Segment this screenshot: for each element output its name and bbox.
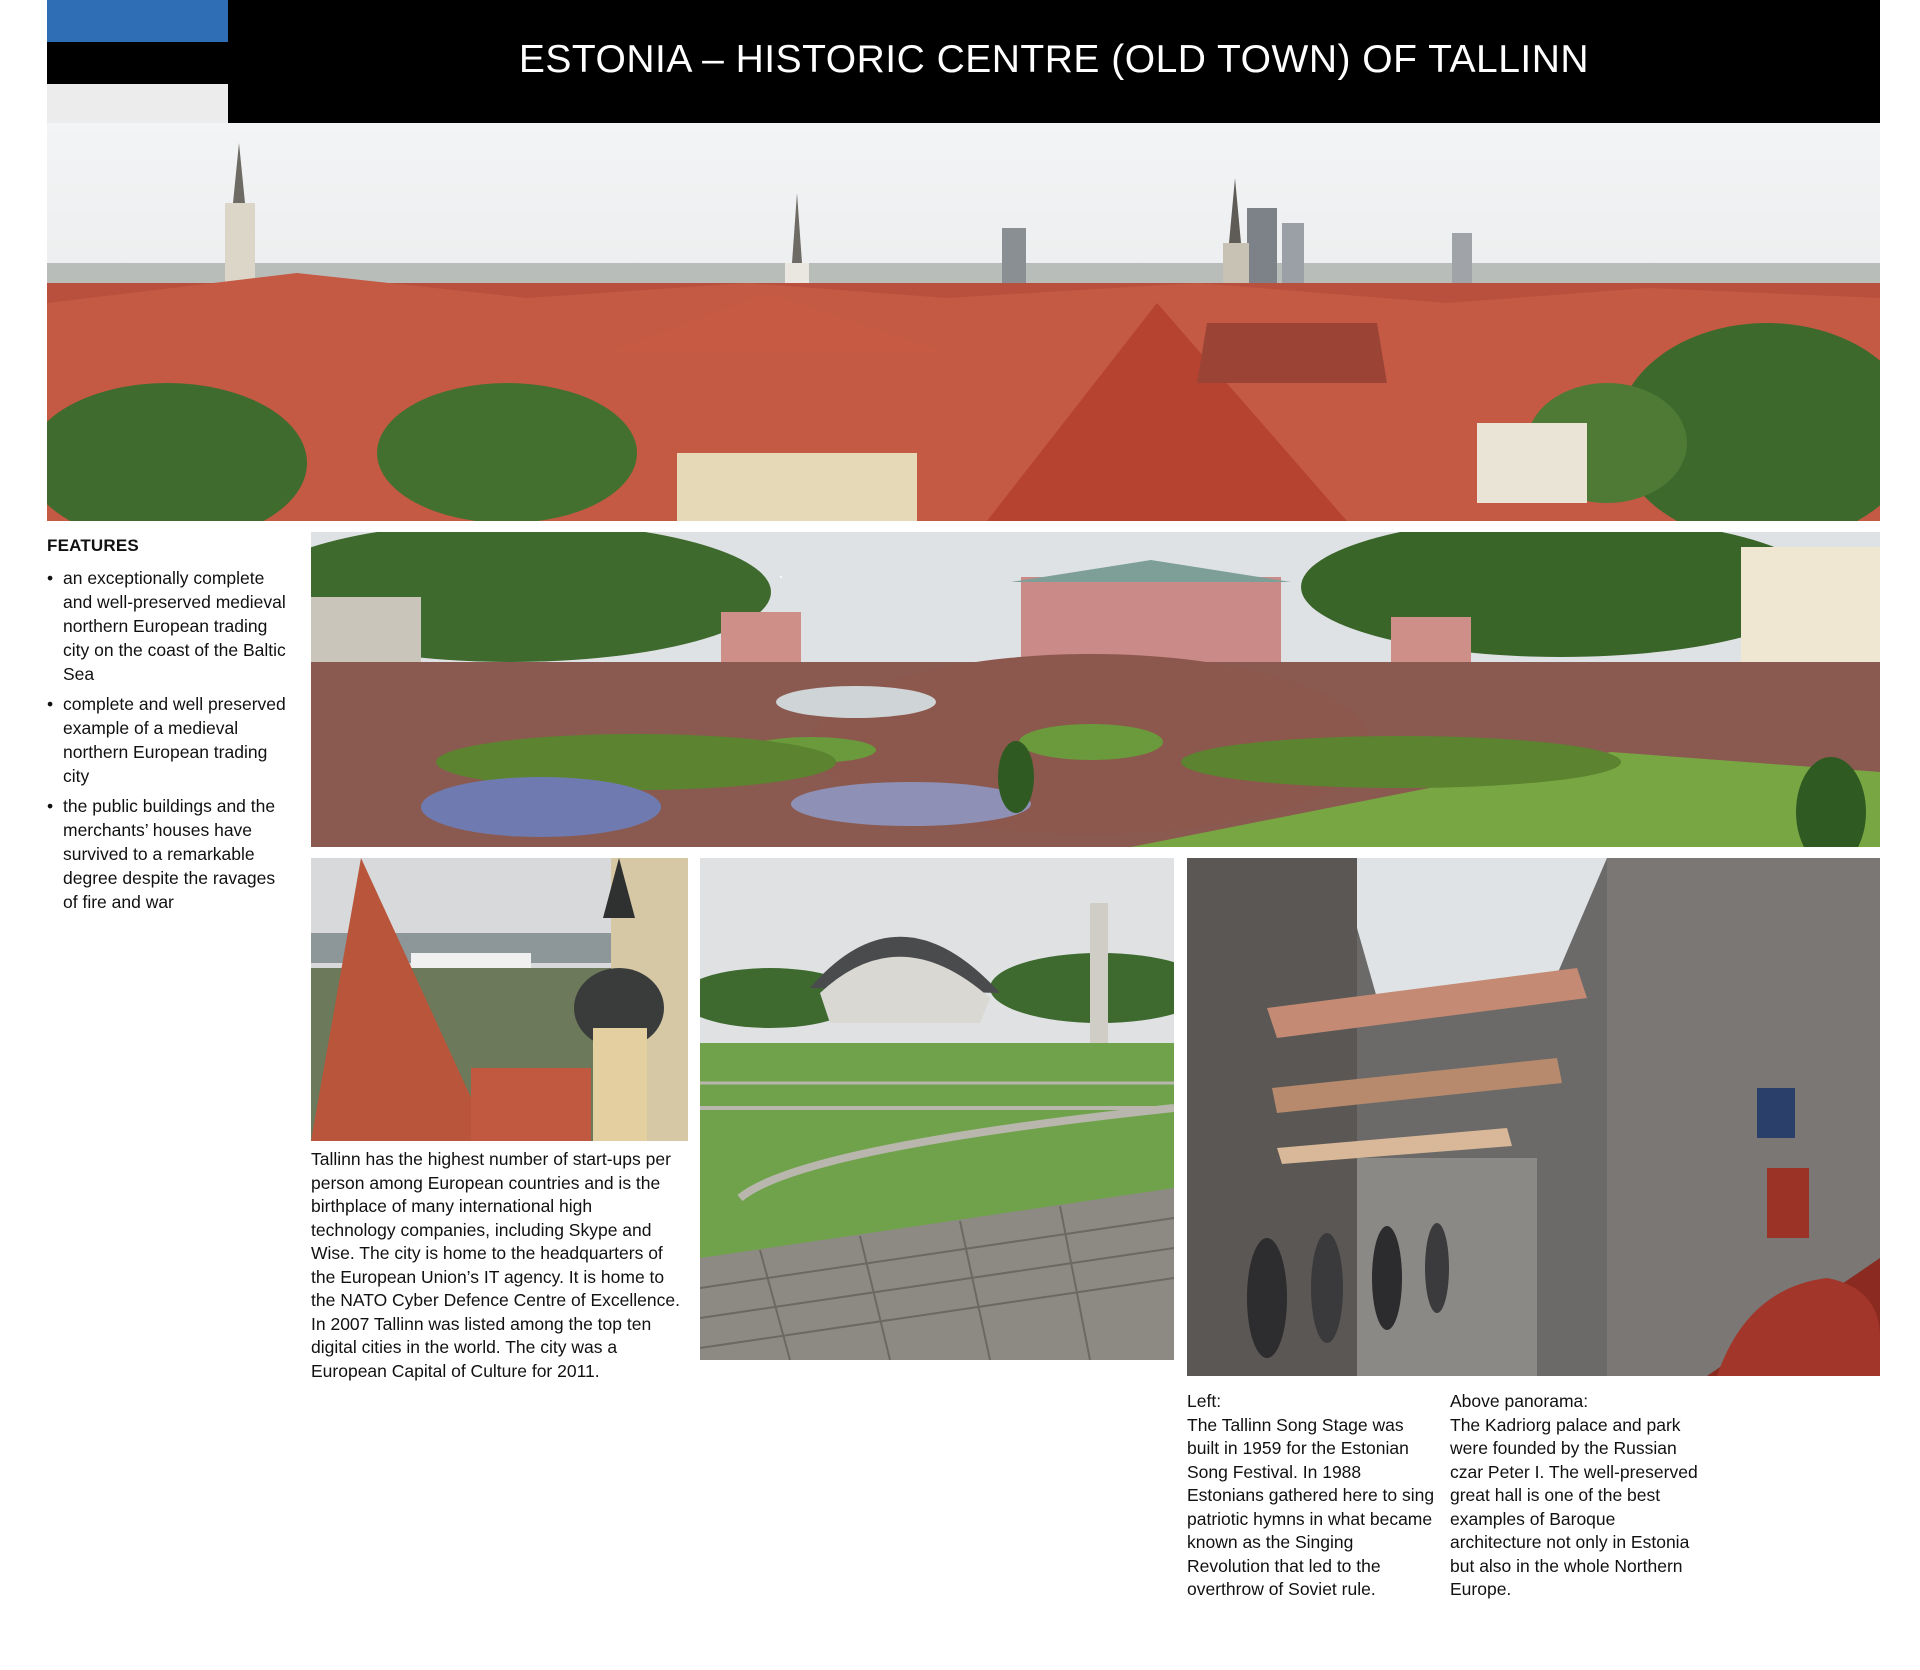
- caption-heading: Left:: [1187, 1391, 1222, 1411]
- tower-roofs-photo: [311, 858, 688, 1141]
- startups-caption: Tallinn has the highest number of start-ups per person among European countries and is the birthplace of many international high technology companies, including Skype and Wise. The city is home to the headquarters of the European Union’s IT agency. It is home to the NATO Cyber Defence Centre of Excellence. In 2007 Tallinn was listed among the top ten digital cities in the world. The city was a European Capital of Culture for 2011.: [311, 1149, 680, 1381]
- caption-body: The Tallinn Song Stage was built in 1959 for the Estonian Song Festival. In 1988 Estonians gathered here to sing patriotic hymns in what became known as the Singing Revolution that led to the overthrow of Soviet rule.: [1187, 1414, 1435, 1599]
- feature-item: • the public buildings and the merchants’ houses have survived to a remarkable degree despite the ravages of fire and war: [47, 794, 292, 914]
- flag-blue-stripe: [47, 0, 228, 42]
- feature-item: • complete and well preserved example of a medieval northern European trading city: [47, 692, 292, 788]
- catherine-passage-photo: [1187, 858, 1880, 1376]
- old-town-panorama-photo: [47, 123, 1880, 521]
- title-bar: [228, 0, 1880, 123]
- flag-black-stripe: [47, 42, 228, 84]
- page-title: ESTONIA – HISTORIC CENTRE (OLD TOWN) OF TALLINN: [518, 38, 1590, 81]
- features-list: [47, 566, 292, 920]
- song-stage-photo: [700, 858, 1174, 1360]
- caption-body: The Kadriorg palace and park were founded by the Russian czar Peter I. The well-preserved great hall is one of the best examples of Baroque architecture not only in Estonia but also in the whole Northern Europe.: [1450, 1414, 1698, 1599]
- flag-white-stripe: [47, 84, 228, 123]
- kadriorg-park-panorama-photo: [311, 532, 1880, 847]
- kadriorg-caption: [1450, 1390, 1710, 1602]
- features-heading: FEATURES: [47, 536, 139, 555]
- song-stage-caption: [1187, 1390, 1437, 1602]
- feature-item: • an exceptionally complete and well-preserved medieval northern European trading city on the coast of the Baltic Sea: [47, 566, 292, 686]
- caption-heading: Above panorama:: [1450, 1391, 1589, 1411]
